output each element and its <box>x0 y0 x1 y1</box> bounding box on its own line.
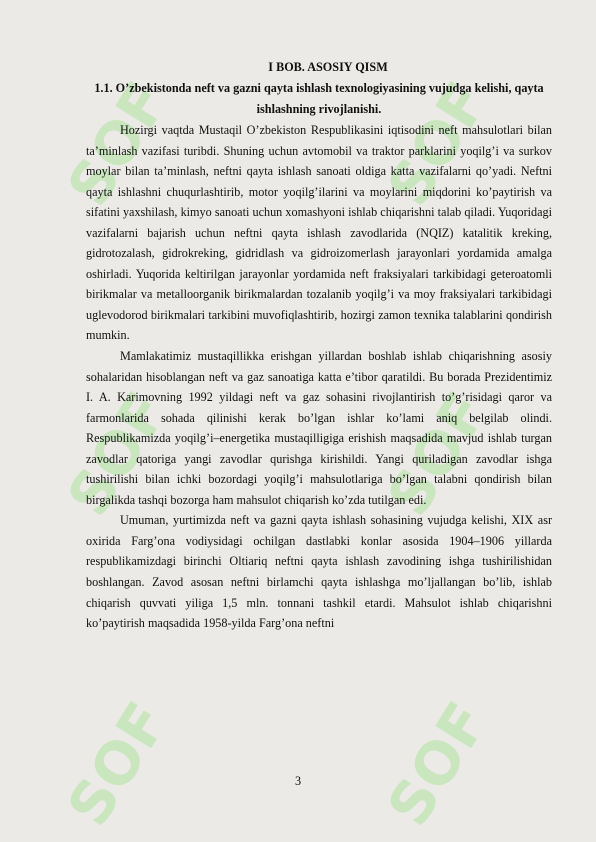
section-title: 1.1. O’zbekistonda neft va gazni qayta ishlash texnologiyasining vujudga kelishi, qayta ishlashning rivojlanishi. <box>94 81 544 116</box>
document-body <box>86 58 552 634</box>
watermark-text: SOF <box>54 70 182 218</box>
watermark-text: SOF <box>374 380 502 528</box>
chapter-title: I BOB. ASOSIY QISM <box>268 60 388 74</box>
watermark-text: SOF <box>374 70 502 218</box>
watermark-text: SOF <box>374 690 502 838</box>
paragraph: Hozirgi vaqtda Mustaqil O’zbekiston Respublikasini iqtisodini neft mahsulotlari bilan ta’minlash vazifasi turibdi. Shuning uchun avtomobil va traktor parklarini yoqilg’i va surkov moylar bilan ta’minlash, neftni qayta ishlash sanoati oldiga katta vazifalarni qo’yadi. Neftni qayta ishlashni chuqurlashtirib, motor yoqilg’ilarini va moylarini miqdorini ko’paytirish va sifatini yaxshilash, kimyo sanoati uchun xomashyoni ishlab chiqarishni talab qiladi. Yuqoridagi vazifalarni bajarish uchun neftni qayta ishlash zavodlarida (NQIZ) katalitik kreking, gidrotozalash, gidrokreking, gidridlash va gidroizomerlash jarayonlari yordamida amalga oshirladi. Yuqorida keltirilgan jarayonlar yordamida neft fraksiyalari tarkibidagi geteroatomli birikmalar va metalloorganik birikmalardan tozalanib yoqilg’i va moy fraksiyalari tarkibidagi uglevodorod birikmalari tarkibini muvofiqlashtirib, hozirgi zamon texnika talablarini qondirish mumkin. <box>86 123 552 343</box>
paragraph: Mamlakatimiz mustaqillikka erishgan yillardan boshlab ishlab chiqarishning asosiy sohalaridan hisoblangan neft va gaz sanoatiga katta e’tibor qaratildi. Bu borada Prezidentimiz I. A. Karimovning 1992 yildagi neft va gaz sohasini rivojlantirish to’g’risidagi qaror va farmonlarida sohada qilinishi kerak bo’lgan ishlar ko’lami aniq belgilab olindi. Respublikamizda yoqilg’i–energetika mustaqilligiga erishish maqsadida mavjud ishlab turgan zavodlar qatoriga yangi zavodlar qurishga kirishildi. Yangi quriladigan zavodlar ishga tushirilishi bilan ichki bozordagi yoqilg’i mahsulotlariga bo’lgan talabni qondirish bilan birgalikda tashqi bozorga ham mahsulot chiqarish ko’zda tutilgan edi. <box>86 349 552 507</box>
page-number: 3 <box>294 774 302 788</box>
watermark-text: SOF <box>54 380 182 528</box>
paragraph: Umuman, yurtimizda neft va gazni qayta ishlash sohasining vujudga kelishi, XIX asr oxirida Farg’ona vodiysidagi ochilgan dastlabki konlar asosida 1904–1906 yillarda respublikamizdagi birinchi Oltiariq neftni qayta ishlash zavodining ishga tushirilishidan boshlangan. Zavod asosan neftni birlamchi qayta ishlashga mo’ljallangan bo’lib, ishlab chiqarish quvvati yiliga 1,5 mln. tonnani tashkil etardi. Mahsulot ishlab chiqarishni ko’paytirish maqsadida 1958-yilda Farg’ona neftni <box>86 513 552 631</box>
watermark-text: SOF <box>54 690 182 838</box>
